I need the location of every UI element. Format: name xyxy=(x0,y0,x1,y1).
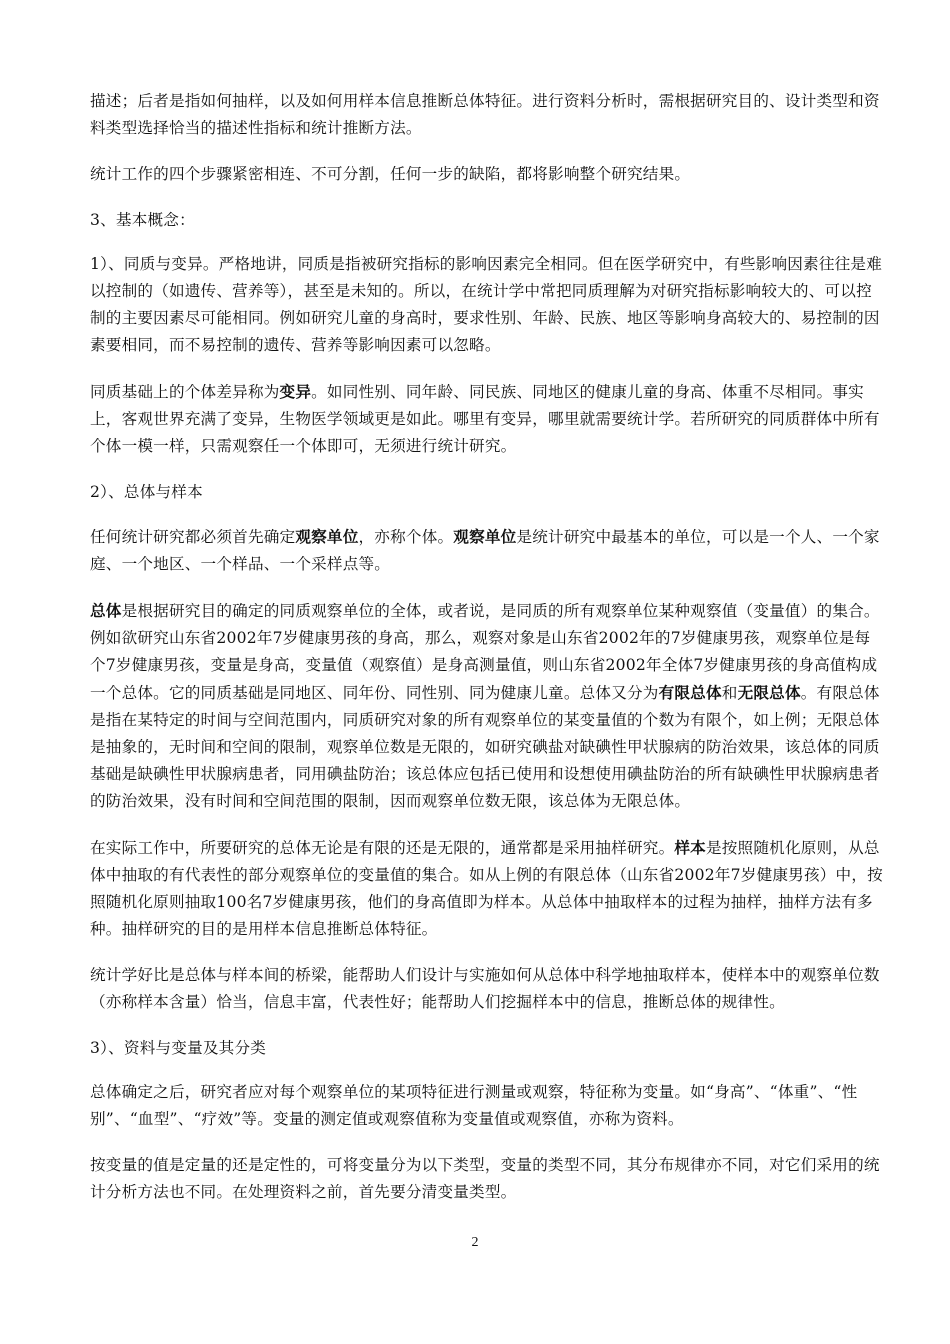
para-analysis-methods xyxy=(90,88,885,142)
text-segment: 3、基本概念： xyxy=(90,211,195,229)
bold-term: 无限总体 xyxy=(737,683,801,702)
para-variables xyxy=(90,1079,885,1133)
page-number: 2 xyxy=(471,1235,479,1250)
para-homogeneity xyxy=(90,251,885,359)
para-four-steps xyxy=(90,161,885,188)
text-segment: 任何统计研究都必须首先确定 xyxy=(90,528,296,546)
text-segment: 同质基础上的个体差异称为 xyxy=(90,383,280,401)
heading-population-sample xyxy=(90,479,885,506)
text-segment: 是按照随机化原则，从总体中抽取的有代表性的部分观察单位的变量值的集合。如从上例的有限总体（山东省2002年7岁健康男孩）中，按照随机化原则抽取100名7岁健康男孩，他们的身高值即为样本。从总体中抽取样本的过程为抽样，抽样方法有多种。抽样研究的目的是用样本信息推断总体特征。 xyxy=(90,839,883,938)
para-observation-unit xyxy=(90,523,885,578)
text-segment: 描述；后者是指如何抽样，以及如何用样本信息推断总体特征。进行资料分析时，需根据研究目的、设计类型和资料类型选择恰当的描述性指标和统计推断方法。 xyxy=(90,92,880,137)
text-segment: 。有限总体是指在某特定的时间与空间范围内，同质研究对象的所有观察单位的某变量值的个数为有限个，如上例；无限总体是抽象的，无时间和空间的限制，观察单位数是无限的，如研究碘盐对缺碘性甲状腺病的防治效果，该总体的同质基础是缺碘性甲状腺病患者，同用碘盐防治；该总体应包括已使用和设想使用碘盐防治的所有缺碘性甲状腺病患者的防治效果，没有时间和空间范围的限制，因而观察单位数无限，该总体为无限总体。 xyxy=(90,684,880,810)
text-segment: 1）、同质与变异。严格地讲，同质是指被研究指标的影响因素完全相同。但在医学研究中，有些影响因素往往是难以控制的（如遗传、营养等），甚至是未知的。所以，在统计学中常把同质理解为对研究指标影响较大的、可以控制的主要因素尽可能相同。例如研究儿童的身高时，要求性别、年龄、民族、地区等影响身高较大的、易控制的因素要相同，而不易控制的遗传、营养等影响因素可以忽略。 xyxy=(90,255,883,354)
text-segment: ，亦称个体。 xyxy=(358,528,454,546)
para-statistics-bridge xyxy=(90,962,885,1016)
text-segment: 按变量的值是定量的还是定性的，可将变量分为以下类型，变量的类型不同，其分布规律亦不同，对它们采用的统计分析方法也不同。在处理资料之前，首先要分清变量类型。 xyxy=(90,1156,880,1201)
bold-term: 样本 xyxy=(674,838,706,857)
bold-term: 总体 xyxy=(90,601,122,620)
heading-data-variables xyxy=(90,1035,885,1062)
text-segment: 。如同性别、同年龄、同民族、同地区的健康儿童的身高、体重不尽相同。事实上，客观世界充满了变异，生物医学领域更是如此。哪里有变异，哪里就需要统计学。若所研究的同质群体中所有个体一模一样，只需观察任一个体即可，无须进行统计研究。 xyxy=(90,383,880,455)
text-segment: 统计学好比是总体与样本间的桥梁，能帮助人们设计与实施如何从总体中科学地抽取样本，使样本中的观察单位数（亦称样本含量）恰当，信息丰富，代表性好；能帮助人们挖掘样本中的信息，推断总体的规律性。 xyxy=(90,966,880,1011)
bold-term: 观察单位 xyxy=(295,527,359,546)
text-segment: 是根据研究目的确定的同质观察单位的全体，或者说，是同质的所有观察单位某种观察值（变量值）的集合。例如欲研究山东省2002年7岁健康男孩的身高，那么，观察对象是山东省2002年的7岁健康男孩，观察单位是每个7岁健康男孩，变量是身高，变量值（观察值）是身高测量值，则山东省2002年全体7岁健康男孩的身高值构成一个总体。它的同质基础是同地区、同年份、同性别、同为健康儿童。总体又分为 xyxy=(90,602,880,702)
text-segment: 总体确定之后，研究者应对每个观察单位的某项特征进行测量或观察，特征称为变量。如“身高”、“体重”、“性别”、“血型”、“疗效”等。变量的测定值或观察值称为变量值或观察值，亦称为资料。 xyxy=(90,1083,858,1128)
text-segment: 在实际工作中，所要研究的总体无论是有限的还是无限的，通常都是采用抽样研究。 xyxy=(90,839,675,857)
document-page xyxy=(90,88,885,1225)
para-variation xyxy=(90,378,885,460)
para-sample xyxy=(90,834,885,943)
heading-basic-concepts xyxy=(90,207,885,234)
bold-term: 有限总体 xyxy=(658,683,722,702)
bold-term: 变异 xyxy=(279,382,312,401)
para-variable-types xyxy=(90,1152,885,1206)
text-segment: 2）、总体与样本 xyxy=(90,483,203,501)
text-segment: 统计工作的四个步骤紧密相连、不可分割，任何一步的缺陷，都将影响整个研究结果。 xyxy=(90,165,691,183)
para-population xyxy=(90,597,885,815)
text-segment: 3）、资料与变量及其分类 xyxy=(90,1039,267,1057)
text-segment: 是统计研究中最基本的单位，可以是一个人、一个家庭、一个地区、一个样品、一个采样点等。 xyxy=(90,528,880,573)
text-segment: 和 xyxy=(721,684,738,702)
bold-term: 观察单位 xyxy=(453,527,517,546)
